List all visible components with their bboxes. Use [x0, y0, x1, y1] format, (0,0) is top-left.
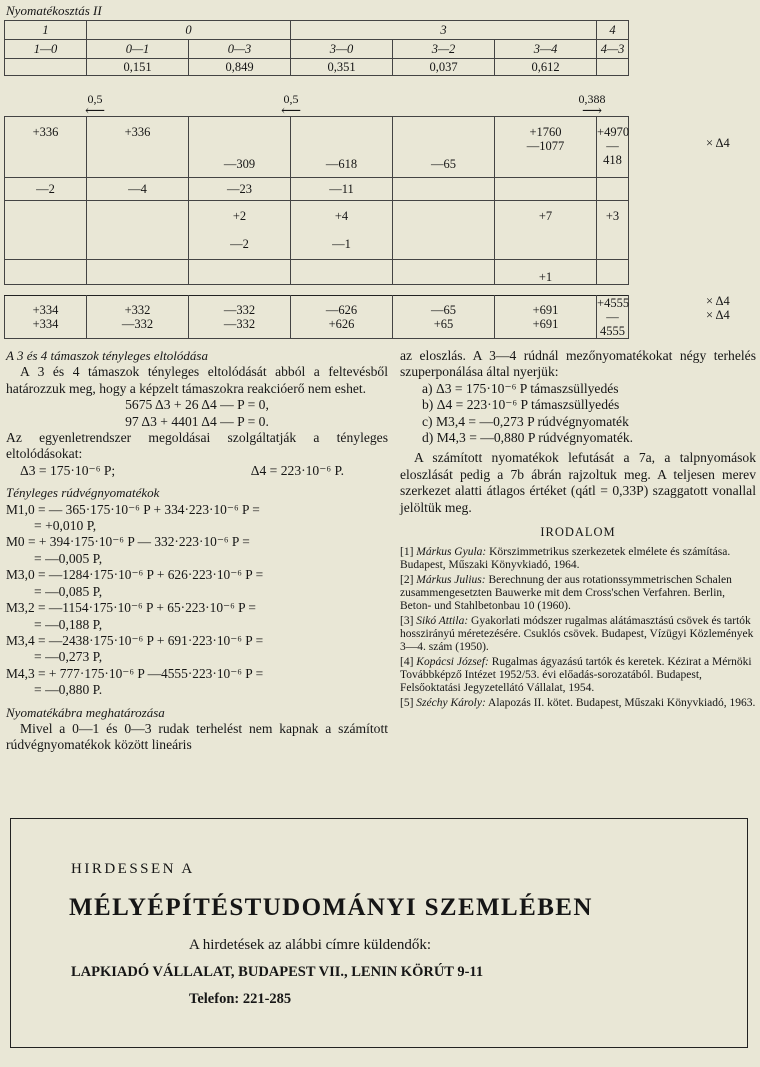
cell-line: —1077	[526, 139, 565, 153]
reference-item	[400, 697, 756, 710]
result-line: +691	[532, 317, 559, 331]
distribution-factor: 0,351	[291, 59, 393, 76]
delta4-label: × Δ4	[706, 308, 730, 322]
result-line: —332	[223, 303, 256, 317]
carryover-value: 0,5	[283, 92, 299, 106]
result-cell	[87, 296, 189, 339]
result-line: +334	[32, 303, 59, 317]
equation: 97 Δ3 + 4401 Δ4 — P = 0.	[125, 413, 269, 429]
reference-number: [5]	[400, 697, 414, 710]
reference-number: [1]	[400, 546, 414, 559]
cell: —618	[291, 117, 393, 178]
moment-formula: M0 = + 394·175·10⁻⁶ P — 332·223·10⁻⁶ P =	[6, 534, 250, 550]
delta4-label: × Δ4	[706, 294, 730, 308]
cell: —2	[5, 178, 87, 201]
paragraph: az eloszlás. A 3—4 rúdnál mezőnyomatékokat négy terhelés szuperponálása által nyerjük:	[400, 348, 756, 380]
moment-formula: M1,0 = — 365·175·10⁻⁶ P + 334·223·10⁻⁶ P =	[6, 501, 260, 517]
reference-number: [4]	[400, 656, 414, 669]
moment-result: = +0,010 P,	[34, 518, 97, 534]
cell	[5, 201, 87, 260]
right-column	[400, 348, 756, 712]
carryover-arrow-left	[70, 92, 120, 117]
cell	[5, 260, 87, 285]
reference-text: Körszimmetrikus szerkezetek elmélete és számítása. Budapest, Műszaki Könyvkiadó, 1964.	[400, 546, 731, 572]
cell: —11	[291, 178, 393, 201]
moment-result: = —0,005 P,	[34, 550, 103, 566]
cell-line: —2	[230, 237, 249, 251]
reference-author: Márkus Julius:	[416, 574, 486, 587]
result-line: +691	[532, 303, 559, 317]
cell	[189, 260, 291, 285]
carryover-arrow-left	[266, 92, 316, 117]
load-case: d) M4,3 = —0,880 P rúdvégnyomaték.	[422, 430, 634, 446]
result-cell	[291, 296, 393, 339]
cell	[597, 117, 629, 178]
ad-address: LAPKIADÓ VÁLLALAT, BUDAPEST VII., LENIN KÖRÚT 9-11	[71, 964, 484, 980]
ad-line: A hirdetések az alábbi címre küldendők:	[189, 937, 431, 953]
result-line: +626	[328, 317, 355, 331]
cell: —23	[189, 178, 291, 201]
load-case: c) M3,4 = —0,273 P rúdvégnyomaték	[422, 413, 629, 429]
cell: +336	[5, 117, 87, 178]
cell	[597, 260, 629, 285]
carryover-value: 0,5	[87, 92, 103, 106]
reference-author: Széchy Károly:	[416, 697, 486, 710]
advertisement-box	[10, 818, 748, 1048]
cell	[393, 178, 495, 201]
reference-text: Alapozás II. kötet. Budapest, Műszaki Könyvkiadó, 1963.	[485, 697, 756, 710]
bar-header: 0—1	[87, 40, 189, 59]
result-cell	[597, 296, 629, 339]
result-line: +65	[433, 317, 454, 331]
bar-header: 0—3	[189, 40, 291, 59]
node-header: 3	[291, 21, 597, 40]
result-cell	[189, 296, 291, 339]
node-header: 1	[5, 21, 87, 40]
cell: +336	[87, 117, 189, 178]
reference-number: [2]	[400, 574, 414, 587]
reference-text: Gyakorlati módszer rugalmas alátámasztású csövek és tartók hosszirányú méretezésére. Csuklós csövek. Budapest, Vízügyi Közlemények 3—4. szám (1950).	[400, 615, 754, 654]
distribution-factor: 0,849	[189, 59, 291, 76]
cell: +3	[597, 201, 629, 260]
bar-header: 4—3	[597, 40, 629, 59]
arrow-right-icon: ⟶	[581, 104, 603, 119]
result-line: —626	[325, 303, 358, 317]
equation: 5675 Δ3 + 26 Δ4 — P = 0,	[125, 397, 269, 413]
moment-result: = —0,880 P.	[34, 682, 103, 698]
result-line: —332	[223, 317, 256, 331]
cell-line: +2	[232, 209, 247, 223]
moment-formula: M3,0 = —1284·175·10⁻⁶ P + 626·223·10⁻⁶ P =	[6, 567, 264, 583]
reference-text: Berechnung der aus rotationssymmetrischen Schalen zusammengesetzten Bauwerke mit dem Cross'schen Verfahren. Berlin, Beton- und Stahlbetonbau 10 (1960).	[400, 574, 732, 613]
reference-author: Sikó Attila:	[416, 615, 469, 628]
cell	[87, 260, 189, 285]
moment-result: = —0,085 P,	[34, 583, 103, 599]
cell	[189, 201, 291, 260]
references-title: IRODALOM	[540, 525, 616, 540]
result-line: —332	[121, 317, 154, 331]
bar-header: 3—2	[393, 40, 495, 59]
distribution-factor: 0,151	[87, 59, 189, 76]
section-heading: Nyomatékábra meghatározása	[6, 704, 165, 720]
distribution-factor	[597, 59, 629, 76]
bar-header: 1—0	[5, 40, 87, 59]
cell	[87, 201, 189, 260]
carryover-arrow-right	[566, 92, 618, 117]
moment-formula: M3,4 = —2438·175·10⁻⁶ P + 691·223·10⁻⁶ P =	[6, 632, 264, 648]
bar-header: 3—4	[495, 40, 597, 59]
ad-phone: Telefon: 221-285	[189, 991, 292, 1007]
cell	[597, 178, 629, 201]
result-cell	[5, 296, 87, 339]
result-line: —4555	[600, 310, 626, 338]
bar-header: 3—0	[291, 40, 393, 59]
cell	[291, 260, 393, 285]
left-column	[6, 348, 388, 754]
carryover-value: 0,388	[578, 92, 606, 106]
cell-line: —1	[332, 237, 351, 251]
moment-distribution-table	[4, 20, 629, 339]
cell-line: +4970	[597, 125, 630, 139]
moment-result: = —0,188 P,	[34, 616, 103, 632]
reference-author: Kopácsi József:	[416, 656, 489, 669]
cell	[291, 201, 393, 260]
moment-result: = —0,273 P,	[34, 649, 103, 665]
ad-line: HIRDESSEN A	[71, 861, 195, 877]
moment-formula: M4,3 = + 777·175·10⁻⁶ P —4555·223·10⁻⁶ P =	[6, 665, 264, 681]
cell: —65	[393, 117, 495, 178]
reference-item	[400, 615, 756, 654]
load-case: a) Δ3 = 175·10⁻⁶ P támaszsüllyedés	[422, 380, 619, 396]
result-line: +4555	[597, 296, 630, 310]
cell: —4	[87, 178, 189, 201]
cell	[393, 260, 495, 285]
reference-item	[400, 546, 756, 572]
arrow-left-icon: ⟵	[84, 104, 106, 119]
paragraph: A 3 és 4 támaszok tényleges eltolódását abból a feltevésből határozzuk meg, hogy a képzelt támaszokra reakcióerő nem eshet.	[6, 364, 388, 396]
delta4-label: × Δ4	[706, 136, 730, 150]
result-line: +334	[32, 317, 59, 331]
result-cell	[393, 296, 495, 339]
distribution-factor	[5, 59, 87, 76]
paragraph: Az egyenletrendszer megoldásai szolgáltatják a tényleges eltolódásokat:	[6, 430, 388, 462]
reference-number: [3]	[400, 615, 414, 628]
cell	[393, 201, 495, 260]
result-line: +332	[124, 303, 151, 317]
displacement-results	[6, 463, 388, 479]
ad-title: MÉLYÉPÍTÉSTUDOMÁNYI SZEMLÉBEN	[69, 894, 593, 921]
reference-item	[400, 574, 756, 613]
distribution-factor: 0,612	[495, 59, 597, 76]
cell: +1	[495, 260, 597, 285]
cell	[495, 178, 597, 201]
cell	[495, 117, 597, 178]
cell-line: +1760	[529, 125, 562, 139]
paragraph: Mivel a 0—1 és 0—3 rudak terhelést nem kapnak a számított rúdvégnyomatékok között lineáris	[6, 720, 388, 753]
table-caption: Nyomatékosztás II	[6, 3, 102, 18]
reference-item	[400, 656, 756, 695]
load-case: b) Δ4 = 223·10⁻⁶ P támaszsüllyedés	[422, 397, 620, 413]
cell-line: +4	[334, 209, 349, 223]
arrow-left-icon: ⟵	[280, 104, 302, 119]
distribution-factor: 0,037	[393, 59, 495, 76]
section-heading: A 3 és 4 támaszok tényleges eltolódása	[6, 348, 208, 363]
result-line: —65	[431, 303, 456, 317]
cell: —309	[189, 117, 291, 178]
paragraph: A számított nyomatékok lefutását a 7a, a talpnyomások eloszlását pedig a 7b ábrán rajzoltuk meg. A teljesen merev szerkezet alatti átlagos értéket (qátl = 0,33P) szaggatott vonallal jelöltük meg.	[400, 450, 756, 515]
reference-text: Rugalmas ágyazású tartók és keretek. Kézirat a Mérnöki Továbbképző Intézet 1952/53. évi előadás-sorozatából. Budapest, Felsőoktatási Jegyzetellátó Vállalat, 1954.	[400, 656, 752, 695]
moment-formula: M3,2 = —1154·175·10⁻⁶ P + 65·223·10⁻⁶ P =	[6, 600, 256, 616]
node-header: 0	[87, 21, 291, 40]
delta3-value: Δ3 = 175·10⁻⁶ P;	[20, 462, 116, 478]
delta4-value: Δ4 = 223·10⁻⁶ P.	[250, 462, 344, 478]
reference-author: Márkus Gyula:	[416, 546, 487, 559]
result-cell	[495, 296, 597, 339]
cell: +7	[495, 201, 597, 260]
section-heading: Tényleges rúdvégnyomatékok	[6, 485, 160, 501]
node-header: 4	[597, 21, 629, 40]
cell-line: —418	[603, 139, 622, 167]
